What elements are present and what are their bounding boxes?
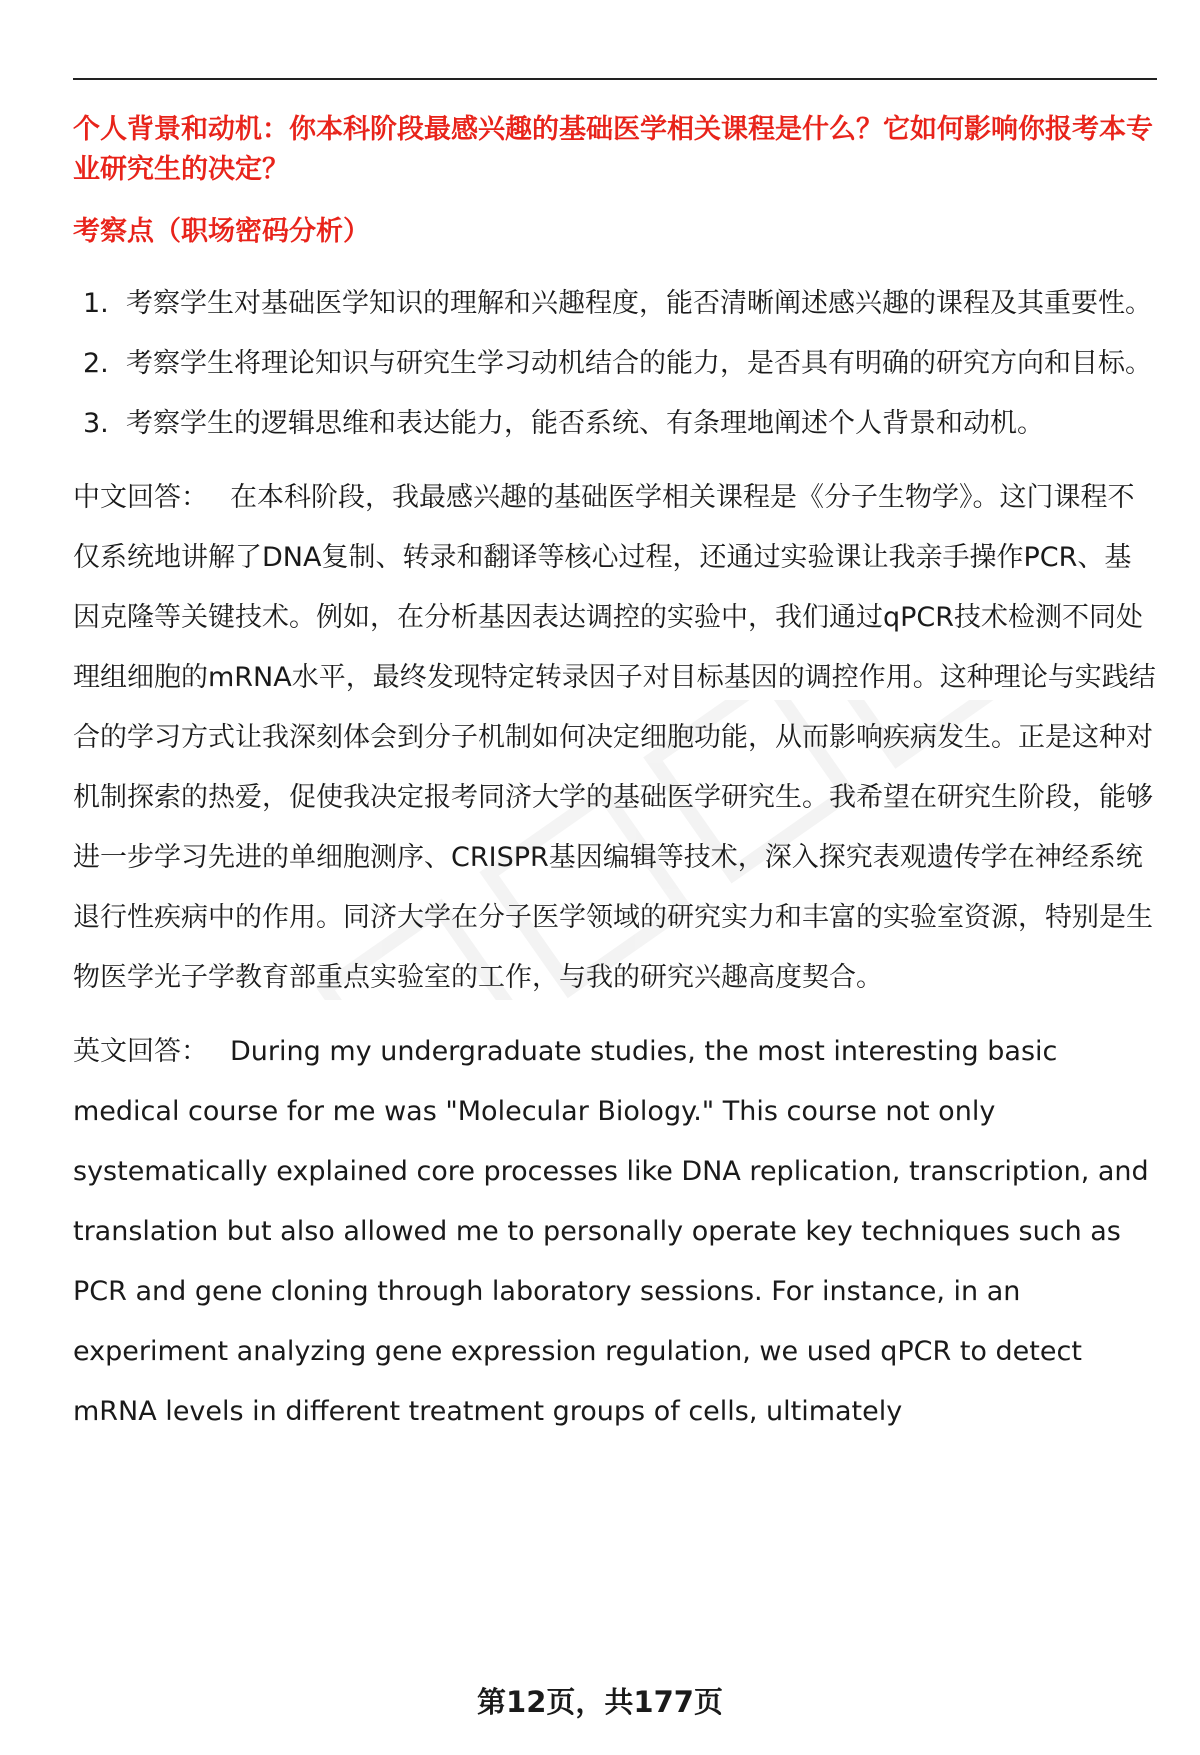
chinese-answer-label: 中文回答： (73, 482, 208, 513)
assessment-item (73, 334, 1157, 394)
assessment-list (73, 274, 1157, 454)
item-number: 1. (83, 288, 109, 319)
english-answer-text: During my undergraduate studies, the most interesting basic medical course for me was "Molecular Biology." This course not only systematically explained core processes like DNA replication, transcription, and translation but also allowed me to personally operate key techniques such as PCR and gene cloning through laboratory sessions. For instance, in an experiment analyzing gene expression regulation, we used qPCR to detect mRNA levels in different treatment groups of cells, ultimately (73, 1036, 1149, 1427)
document-body (73, 110, 1157, 1442)
english-answer-label: 英文回答： (73, 1036, 208, 1067)
item-text: 考察学生对基础医学知识的理解和兴趣程度，能否清晰阐述感兴趣的课程及其重要性。 (126, 288, 1152, 319)
assessment-item (73, 394, 1157, 454)
page-number: 第12页，共177页 (477, 1685, 723, 1719)
assessment-heading: 考察点（职场密码分析） (73, 216, 370, 247)
item-number: 3. (83, 408, 109, 439)
assessment-item (73, 274, 1157, 334)
item-text: 考察学生的逻辑思维和表达能力，能否系统、有条理地阐述个人背景和动机。 (126, 408, 1044, 439)
item-number: 2. (83, 348, 109, 379)
english-answer (73, 1022, 1157, 1442)
question-heading: 个人背景和动机：你本科阶段最感兴趣的基础医学相关课程是什么？它如何影响你报考本专业研究生的决定？ (73, 114, 1153, 185)
chinese-answer (73, 468, 1157, 1008)
item-text: 考察学生将理论知识与研究生学习动机结合的能力，是否具有明确的研究方向和目标。 (126, 348, 1152, 379)
top-rule (73, 78, 1157, 80)
chinese-answer-text: 在本科阶段，我最感兴趣的基础医学相关课程是《分子生物学》。这门课程不仅系统地讲解了DNA复制、转录和翻译等核心过程，还通过实验课让我亲手操作PCR、基因克隆等关键技术。例如，在分析基因表达调控的实验中，我们通过qPCR技术检测不同处理组细胞的mRNA水平，最终发现特定转录因子对目标基因的调控作用。这种理论与实践结合的学习方式让我深刻体会到分子机制如何决定细胞功能，从而影响疾病发生。正是这种对机制探索的热爱，促使我决定报考同济大学的基础医学研究生。我希望在研究生阶段，能够进一步学习先进的单细胞测序、CRISPR基因编辑等技术，深入探究表观遗传学在神经系统退行性疾病中的作用。同济大学在分子医学领域的研究实力和丰富的实验室资源，特别是生物医学光子学教育部重点实验室的工作，与我的研究兴趣高度契合。 (73, 482, 1156, 993)
